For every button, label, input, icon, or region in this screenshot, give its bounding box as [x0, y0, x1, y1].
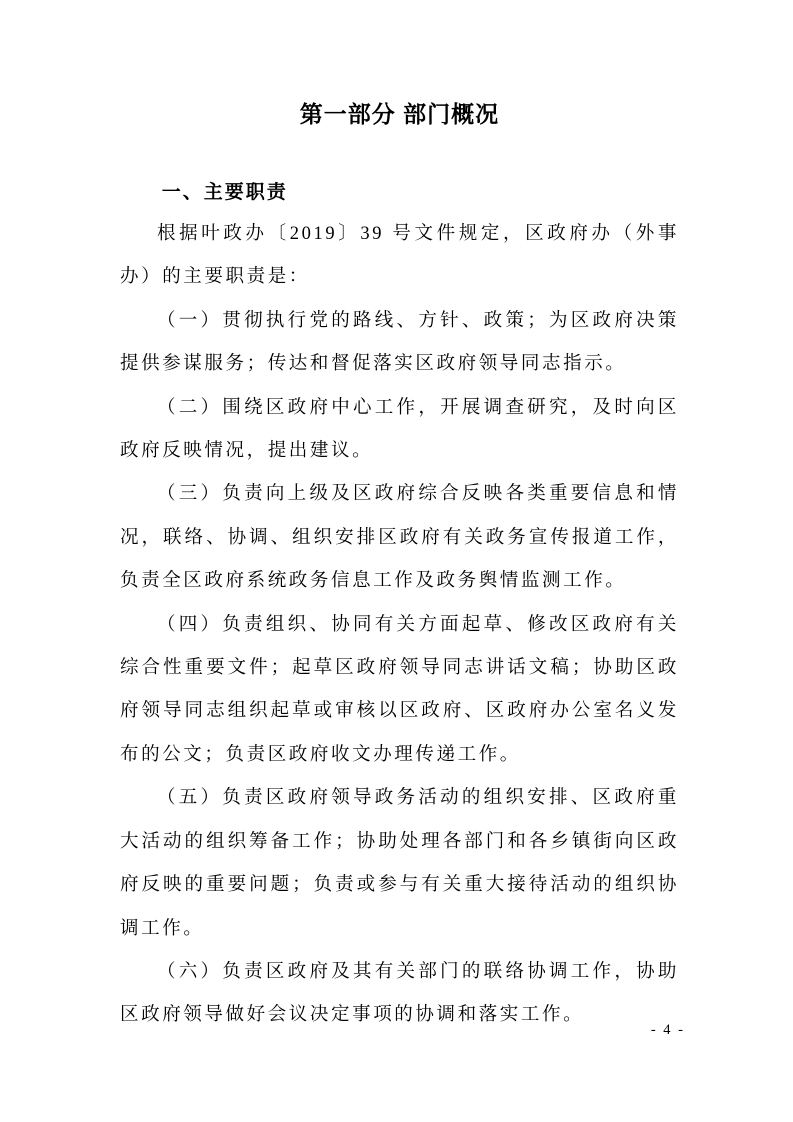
paragraph-duty-5: （五）负责区政府领导政务活动的组织安排、区政府重大活动的组织筹备工作；协助处理各部门和各乡镇街向区政府反映的重要问题；负责或参与有关重大接待活动的组织协调工作。	[120, 788, 679, 939]
page-number: - 4 -	[650, 1022, 685, 1038]
document-title: 第一部分 部门概况	[299, 101, 500, 127]
paragraph-duty-4: （四）负责组织、协同有关方面起草、修改区政府有关综合性重要文件；起草区政府领导同志讲话文稿；协助区政府领导同志组织起草或审核以区政府、区政府办公室名义发布的公文；负责区政府收文办理传递工作。	[120, 614, 679, 765]
paragraph-duty-6: （六）负责区政府及其有关部门的联络协调工作，协助区政府领导做好会议决定事项的协调和落实工作。	[120, 961, 679, 1026]
paragraph-duty-2: （二）围绕区政府中心工作，开展调查研究，及时向区政府反映情况，提出建议。	[120, 397, 679, 462]
paragraph-duty-1: （一）贯彻执行党的路线、方针、政策；为区政府决策提供参谋服务；传达和督促落实区政府领导同志指示。	[120, 310, 679, 375]
section-heading: 一、主要职责	[161, 182, 288, 203]
paragraph-intro: 根据叶政办〔2019〕39 号文件规定，区政府办（外事办）的主要职责是：	[120, 224, 679, 288]
document-body	[120, 213, 679, 1038]
paragraph-duty-3: （三）负责向上级及区政府综合反映各类重要信息和情况，联络、协调、组织安排区政府有关政务宣传报道工作，负责全区政府系统政务信息工作及政务舆情监测工作。	[120, 484, 679, 592]
